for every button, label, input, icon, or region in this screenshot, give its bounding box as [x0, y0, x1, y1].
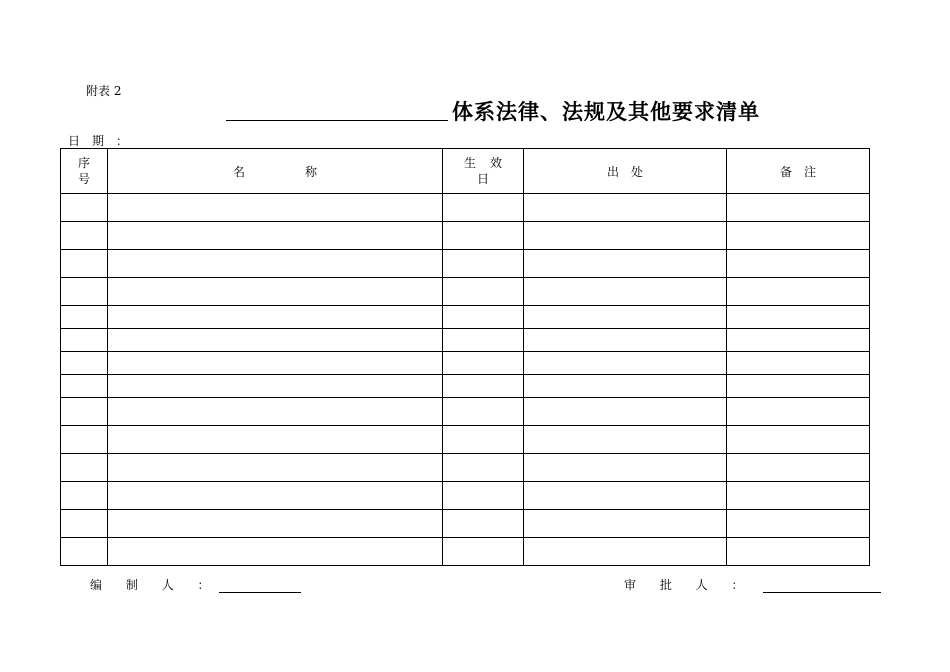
- remark-cell[interactable]: [727, 329, 870, 352]
- effective-date-cell[interactable]: [443, 194, 524, 222]
- source-cell[interactable]: [524, 194, 727, 222]
- eff-label-3: 日: [476, 172, 489, 186]
- effective-date-cell[interactable]: [443, 538, 524, 566]
- name-cell[interactable]: [108, 482, 443, 510]
- seq-label-1: 序: [77, 156, 90, 170]
- source-cell[interactable]: [524, 352, 727, 375]
- date-row: [68, 132, 128, 149]
- col-header-source: [524, 149, 727, 194]
- table-row: [61, 250, 870, 278]
- effective-date-cell[interactable]: [443, 375, 524, 398]
- remark-cell[interactable]: [727, 482, 870, 510]
- table-header-row: [61, 149, 870, 194]
- effective-date-cell[interactable]: [443, 398, 524, 426]
- col-header-name: [108, 149, 443, 194]
- remark-cell[interactable]: [727, 510, 870, 538]
- eff-label-1: 生: [463, 156, 476, 170]
- col-header-seq: [61, 149, 108, 194]
- remark-cell[interactable]: [727, 306, 870, 329]
- remark-cell[interactable]: [727, 426, 870, 454]
- source-cell[interactable]: [524, 426, 727, 454]
- seq-cell[interactable]: [61, 352, 108, 375]
- effective-date-cell[interactable]: [443, 352, 524, 375]
- compiler-signature: [90, 576, 301, 593]
- remark-cell[interactable]: [727, 352, 870, 375]
- approver-label: 审 批 人 ：: [624, 578, 754, 592]
- source-cell[interactable]: [524, 538, 727, 566]
- source-cell[interactable]: [524, 222, 727, 250]
- table-row: [61, 398, 870, 426]
- page-title: 体系法律、法规及其他要求清单: [452, 99, 760, 124]
- col-header-effective-date: [443, 149, 524, 194]
- remark-cell[interactable]: [727, 250, 870, 278]
- compiler-label: 编 制 人 ：: [90, 578, 220, 592]
- effective-date-cell[interactable]: [443, 426, 524, 454]
- seq-cell[interactable]: [61, 482, 108, 510]
- title-blank-line[interactable]: [226, 120, 448, 121]
- eff-label-2: 效: [490, 156, 503, 170]
- approver-signature: [624, 576, 881, 593]
- name-label-2: 称: [305, 164, 318, 179]
- col-header-remark: [727, 149, 870, 194]
- source-cell[interactable]: [524, 375, 727, 398]
- seq-label-2: 号: [77, 172, 90, 186]
- table-row: [61, 329, 870, 352]
- seq-cell[interactable]: [61, 426, 108, 454]
- date-colon: ：: [116, 134, 129, 148]
- effective-date-cell[interactable]: [443, 278, 524, 306]
- name-cell[interactable]: [108, 426, 443, 454]
- table-row: [61, 454, 870, 482]
- name-cell[interactable]: [108, 306, 443, 329]
- date-label-char-2: 期: [92, 134, 117, 148]
- table-row: [61, 306, 870, 329]
- effective-date-cell[interactable]: [443, 510, 524, 538]
- source-cell[interactable]: [524, 306, 727, 329]
- seq-cell[interactable]: [61, 454, 108, 482]
- remark-cell[interactable]: [727, 538, 870, 566]
- seq-cell[interactable]: [61, 398, 108, 426]
- effective-date-cell[interactable]: [443, 454, 524, 482]
- table-row: [61, 278, 870, 306]
- source-cell[interactable]: [524, 454, 727, 482]
- name-cell[interactable]: [108, 352, 443, 375]
- table-row: [61, 426, 870, 454]
- name-cell[interactable]: [108, 375, 443, 398]
- table-row: [61, 352, 870, 375]
- seq-cell[interactable]: [61, 194, 108, 222]
- table-body: [61, 194, 870, 566]
- source-label-2: 处: [631, 164, 644, 179]
- effective-date-cell[interactable]: [443, 222, 524, 250]
- remark-cell[interactable]: [727, 278, 870, 306]
- name-cell[interactable]: [108, 454, 443, 482]
- seq-cell[interactable]: [61, 538, 108, 566]
- table-row: [61, 194, 870, 222]
- table-row: [61, 375, 870, 398]
- seq-cell[interactable]: [61, 250, 108, 278]
- seq-cell[interactable]: [61, 222, 108, 250]
- appendix-label: 附表 2: [86, 84, 122, 98]
- name-cell[interactable]: [108, 222, 443, 250]
- source-cell[interactable]: [524, 329, 727, 352]
- table-row: [61, 222, 870, 250]
- date-label-char-1: 日: [68, 134, 93, 148]
- table-row: [61, 510, 870, 538]
- remark-cell[interactable]: [727, 454, 870, 482]
- source-cell[interactable]: [524, 398, 727, 426]
- name-cell[interactable]: [108, 510, 443, 538]
- remark-label-2: 注: [804, 164, 817, 179]
- approver-signature-line[interactable]: [763, 580, 881, 593]
- remark-cell[interactable]: [727, 398, 870, 426]
- source-cell[interactable]: [524, 510, 727, 538]
- name-cell[interactable]: [108, 194, 443, 222]
- name-label-1: 名: [232, 164, 245, 179]
- table-row: [61, 538, 870, 566]
- seq-cell[interactable]: [61, 306, 108, 329]
- name-cell[interactable]: [108, 329, 443, 352]
- source-cell[interactable]: [524, 250, 727, 278]
- effective-date-cell[interactable]: [443, 250, 524, 278]
- effective-date-cell[interactable]: [443, 329, 524, 352]
- name-cell[interactable]: [108, 250, 443, 278]
- effective-date-cell[interactable]: [443, 306, 524, 329]
- seq-cell[interactable]: [61, 510, 108, 538]
- name-cell[interactable]: [108, 398, 443, 426]
- requirements-table: [60, 148, 870, 566]
- seq-cell[interactable]: [61, 375, 108, 398]
- remark-cell[interactable]: [727, 375, 870, 398]
- source-cell[interactable]: [524, 482, 727, 510]
- compiler-signature-line[interactable]: [219, 580, 301, 593]
- remark-cell[interactable]: [727, 194, 870, 222]
- source-label-1: 出: [606, 164, 619, 179]
- name-cell[interactable]: [108, 538, 443, 566]
- remark-label-1: 备: [779, 164, 792, 179]
- source-cell[interactable]: [524, 278, 727, 306]
- seq-cell[interactable]: [61, 329, 108, 352]
- remark-cell[interactable]: [727, 222, 870, 250]
- seq-cell[interactable]: [61, 278, 108, 306]
- name-cell[interactable]: [108, 278, 443, 306]
- table-row: [61, 482, 870, 510]
- effective-date-cell[interactable]: [443, 482, 524, 510]
